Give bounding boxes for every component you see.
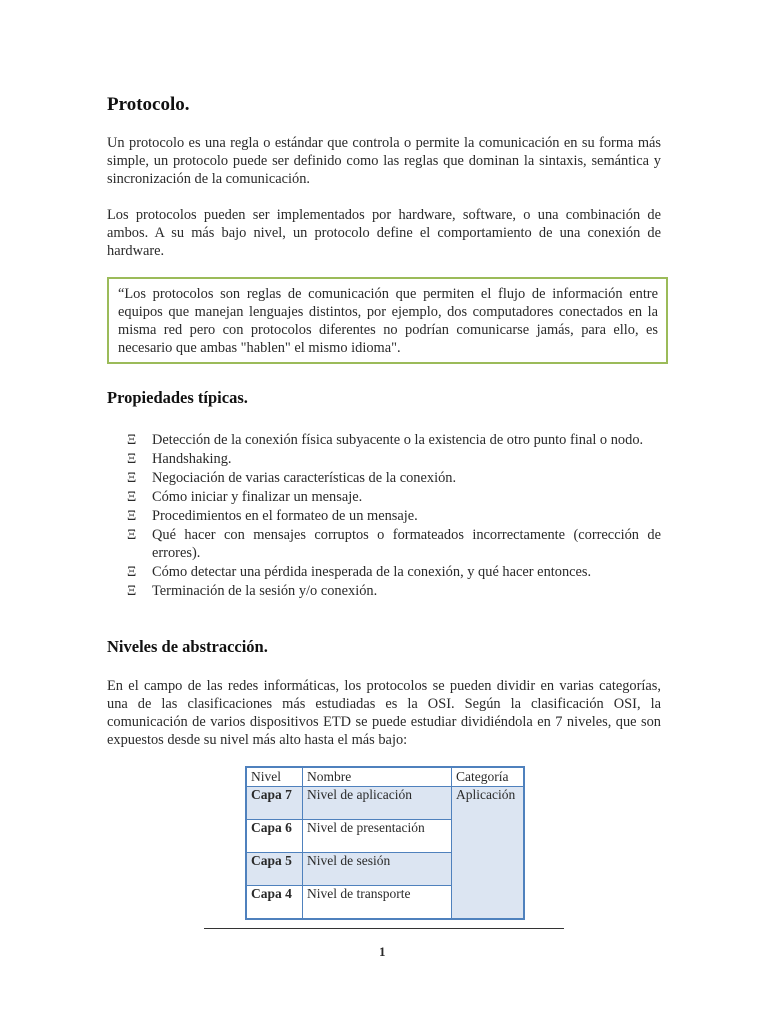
bullet-icon: Ξ (127, 432, 137, 448)
list-item: Ξ Qué hacer con mensajes corruptos o formateados incorrectamente (corrección de errores). (127, 527, 661, 562)
table-header-row (246, 767, 524, 787)
properties-heading: Propiedades típicas. (107, 388, 248, 407)
bullet-icon: Ξ (127, 489, 137, 506)
cell-capa: Capa 4 (246, 886, 303, 920)
footer-divider (204, 928, 564, 929)
cell-nombre: Nivel de transporte (303, 886, 452, 920)
definition-quote-box: “Los protocolos son reglas de comunicación que permiten el flujo de información entre equipos que manejan lenguajes distintos, por ejemplo, dos computadores conectados en la misma red pero con protocolos diferentes no podrían comunicarse jamás, para ello, es necesario que ambas "hablen" el mismo idioma". (107, 277, 668, 364)
osi-levels-table (245, 766, 525, 920)
bullet-icon: Ξ (127, 564, 137, 581)
list-item: Ξ Detección de la conexión física subyacente o la existencia de otro punto final o nodo. (127, 432, 644, 448)
levels-paragraph: En el campo de las redes informáticas, los protocolos se pueden dividir en varias categorías, una de las clasificaciones más estudiadas es la OSI. Según la clasificación OSI, la comunicación de varios dispositivos ETD se puede estudiar dividiéndola en 7 niveles, que son expuestos desde su nivel más alto hasta el más bajo: (107, 678, 661, 748)
list-item: Ξ Negociación de varias características de la conexión. (127, 470, 457, 487)
intro-paragraph-2: Los protocolos pueden ser implementados por hardware, software, o una combinación de ambos. A su más bajo nivel, un protocolo define el comportamiento de una conexión de hardware. (107, 207, 661, 259)
bullet-icon: Ξ (127, 527, 137, 544)
list-item: Ξ Cómo detectar una pérdida inesperada de la conexión, y qué hacer entonces. (127, 564, 592, 581)
page-number: 1 (379, 944, 386, 959)
cell-capa: Capa 7 (246, 787, 303, 820)
cell-nombre: Nivel de aplicación (303, 787, 452, 820)
list-item: Ξ Handshaking. (127, 451, 232, 468)
bullet-icon: Ξ (127, 508, 137, 525)
bullet-icon: Ξ (127, 451, 137, 468)
bullet-icon: Ξ (127, 583, 137, 600)
intro-paragraph-1: Un protocolo es una regla o estándar que controla o permite la comunicación en su forma más simple, un protocolo puede ser definido como las reglas que dominan la sintaxis, semántica y sincronización de la comunicación. (107, 135, 661, 187)
header-categoria: Categoría (452, 767, 525, 787)
page-title: Protocolo. (107, 94, 190, 115)
bullet-icon: Ξ (127, 470, 137, 487)
cell-nombre: Nivel de presentación (303, 820, 452, 853)
properties-list (127, 431, 661, 601)
cell-nombre: Nivel de sesión (303, 853, 452, 886)
cell-capa: Capa 6 (246, 820, 303, 853)
cell-categoria: Aplicación (452, 787, 525, 920)
list-item: Ξ Procedimientos en el formateo de un mensaje. (127, 508, 418, 525)
list-item: Ξ Cómo iniciar y finalizar un mensaje. (127, 489, 363, 506)
levels-heading: Niveles de abstracción. (107, 637, 268, 656)
table-row (246, 787, 524, 820)
header-nombre: Nombre (303, 767, 452, 787)
cell-capa: Capa 5 (246, 853, 303, 886)
header-nivel: Nivel (246, 767, 303, 787)
list-item: Ξ Terminación de la sesión y/o conexión. (127, 583, 378, 600)
